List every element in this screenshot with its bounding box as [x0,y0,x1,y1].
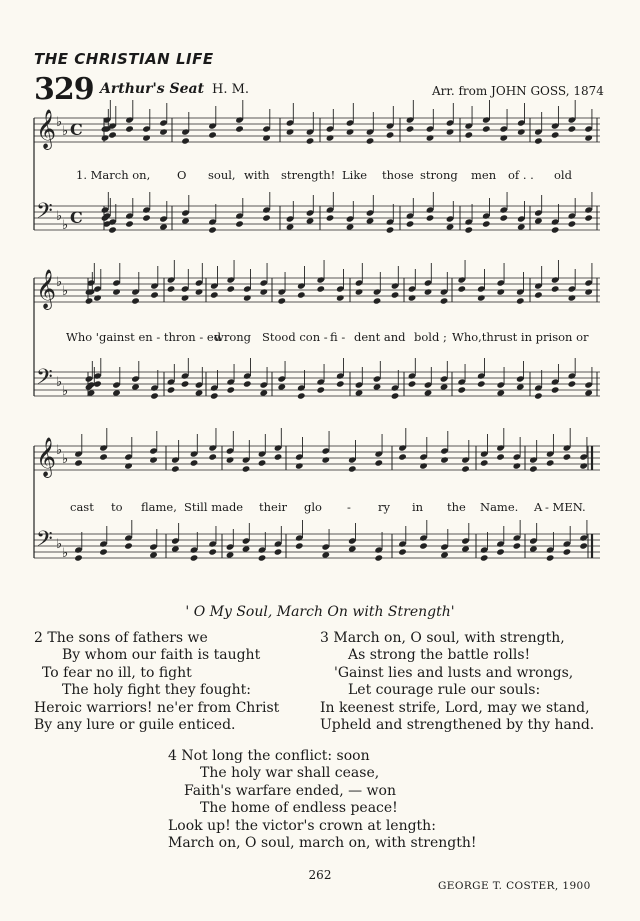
notehead [480,554,489,561]
lyric-syllable: bold ; [414,330,447,344]
notehead [496,548,505,555]
notehead [408,380,417,387]
lyric-syllable: Who 'gainst en - thron - ed [66,330,222,344]
notehead [480,459,489,466]
notehead [242,465,251,472]
notehead [181,380,190,387]
notehead [326,134,335,141]
section-title: THE CHRISTIAN LIFE [34,50,214,68]
notehead [274,453,283,460]
notehead [374,554,383,561]
flat-sign: ♭ [56,115,63,130]
lyric-syllable: - [347,500,351,514]
notehead [346,128,355,135]
lyric-syllable: Like [342,168,368,182]
flat-sign: ♭ [62,218,69,233]
notehead [426,134,435,141]
notehead [112,389,121,396]
notehead [386,226,395,233]
lyric-syllable: O [177,168,187,182]
notehead [243,380,252,387]
notehead [124,542,133,549]
lyric-syllable: dent and [354,330,406,344]
notehead [277,297,286,304]
notehead [568,380,577,387]
notehead [131,383,140,390]
notehead [513,542,522,549]
notehead [516,383,525,390]
notehead [446,223,455,230]
lyric-syllable: Still made [184,500,244,514]
notehead [226,386,235,393]
notehead [262,214,271,221]
hymn-number: 329 [34,72,94,107]
notehead [306,137,315,144]
notehead [159,223,168,230]
flat-sign: ♭ [62,546,69,561]
notehead [210,392,219,399]
stanza-line: The holy fight they fought: [62,682,251,699]
stanza-line: Let courage rule our souls: [348,682,541,699]
notehead [208,131,217,138]
notehead [259,389,268,396]
notehead [286,223,295,230]
notehead [551,226,560,233]
lyric-syllable: 1. March on, [76,168,151,182]
lyric-syllable: flame, [141,500,177,514]
bass-clef: 𝄢 [36,365,53,395]
notehead [195,389,204,396]
notehead [568,294,577,301]
notehead [142,214,151,221]
notehead [517,223,526,230]
page-number: 262 [308,868,332,882]
notehead [579,542,588,549]
notehead [464,131,473,138]
lyric-syllable: - MEN. [545,500,586,514]
notehead [346,223,355,230]
notehead [496,389,505,396]
notehead [243,294,252,301]
lyric-syllable: soul, [208,168,236,182]
notehead [150,392,159,399]
notehead [568,220,577,227]
stanza-line: Faith's warfare ended, — won [184,782,396,799]
notehead [85,297,94,304]
treble-clef: 𝄞 [36,109,57,149]
stanza-line: 3 March on, O soul, with strength, [320,630,565,646]
meter: H. M. [212,82,250,97]
stanza-line: Upheld and strengthened by thy hand. [320,717,595,734]
notehead [74,459,83,466]
flat-sign: ♭ [56,375,63,390]
lyric-syllable: glo [304,500,322,514]
notehead [149,551,158,558]
stanza-line: 4 Not long the conflict: soon [168,748,370,764]
notehead [208,548,217,555]
notehead [171,465,180,472]
flat-sign: ♭ [62,384,69,399]
stanza-2 [34,630,279,734]
notehead [584,288,593,295]
notehead [277,383,286,390]
notehead [108,226,117,233]
tune-name: Arthur's Seat [100,81,205,97]
lyric-syllable: strong [420,168,458,182]
notehead [171,545,180,552]
notehead [391,392,400,399]
lyric-syllable: with [244,168,270,182]
stanza-line: Look up! the victor's crown at length: [168,817,436,834]
lyric-syllable: their [259,500,288,514]
lyric-syllable: wrong [214,330,252,344]
stanza-line: The holy war shall cease, [200,765,380,782]
notehead [424,389,433,396]
notehead [167,386,176,393]
author-credit: GEORGE T. COSTER, 1900 [438,880,591,892]
notehead [546,459,555,466]
stanza-line: Heroic warriors! ne'er from Christ [34,699,280,716]
notehead [584,134,593,141]
notehead [408,294,417,301]
notehead [563,453,572,460]
flat-sign: ♭ [56,443,63,458]
bass-clef: 𝄢 [36,527,53,557]
notehead [99,548,108,555]
notehead [348,545,357,552]
notehead [112,288,121,295]
lyric-syllable: in [412,500,424,514]
notehead [440,551,449,558]
notehead [398,548,407,555]
notehead [242,545,251,552]
lyric-syllable: cast [70,500,94,514]
notehead [101,134,110,141]
notehead [321,551,330,558]
notehead [398,453,407,460]
notehead [108,131,117,138]
notehead [190,459,199,466]
lyric-syllable: ry [378,500,390,514]
notehead [125,125,134,132]
notehead [208,226,217,233]
notehead [195,288,204,295]
notehead [210,291,219,298]
notehead [93,294,102,301]
arranger-credit: Arr. from JOHN GOSS, 1874 [432,84,604,98]
time-signature: C [70,120,83,139]
hymn-subtitle: ' O My Soul, March On with Strength' [185,604,455,620]
stanza-line: The home of endless peace! [200,800,398,817]
notehead [226,551,235,558]
notehead [316,386,325,393]
notehead [366,137,375,144]
notehead [464,226,473,233]
notehead [499,134,508,141]
notehead [546,554,555,561]
stanza-line: 'Gainst lies and lusts and wrongs, [334,664,574,681]
notehead [426,214,435,221]
lyric-syllable: A [534,500,543,514]
notehead [374,459,383,466]
lyric-syllable: Name. [480,500,519,514]
notehead [584,214,593,221]
notehead [551,386,560,393]
notehead [529,545,538,552]
notehead [306,217,315,224]
stanza-line: In keenest strife, Lord, may we stand, [320,699,590,716]
notehead [496,288,505,295]
flat-sign: ♭ [62,124,69,139]
notehead [355,288,364,295]
notehead [534,137,543,144]
lyric-syllable: those [382,168,414,182]
flat-sign: ♭ [62,452,69,467]
notehead [496,453,505,460]
notehead [142,134,151,141]
treble-clef: 𝄞 [36,437,57,477]
flat-sign: ♭ [62,284,69,299]
notehead [419,542,428,549]
notehead [477,380,486,387]
notehead [373,383,382,390]
notehead [406,220,415,227]
notehead [424,288,433,295]
notehead [258,554,267,561]
stanza-line: March on, O soul, march on, with strength! [168,835,477,852]
notehead [181,137,190,144]
stanza-line: By any lure or guile enticed. [34,717,236,734]
bass-clef: 𝄢 [36,199,53,229]
notehead [150,291,159,298]
notehead [551,131,560,138]
notehead [167,285,176,292]
notehead [461,545,470,552]
notehead [295,542,304,549]
lyric-syllable: Stood con - [262,330,328,344]
notehead [499,214,508,221]
notehead [477,294,486,301]
notehead [235,125,244,132]
lyric-syllable: of . . [508,168,534,182]
notehead [440,297,449,304]
notehead [568,125,577,132]
notehead [579,462,588,469]
stanza-line: By whom our faith is taught [62,647,261,664]
notehead [482,220,491,227]
notehead [513,462,522,469]
stanza-line: 2 The sons of fathers we [34,630,208,646]
notehead [406,125,415,132]
notehead [321,456,330,463]
lyric-syllable: to [111,500,123,514]
lyric-syllable: old [554,168,572,182]
notehead [99,453,108,460]
notehead [373,297,382,304]
notehead [131,297,140,304]
time-signature: C [70,208,83,227]
notehead [258,459,267,466]
notehead [336,294,345,301]
notehead [457,386,466,393]
notehead [326,214,335,221]
notehead [295,462,304,469]
notehead [74,554,83,561]
notehead [391,291,400,298]
notehead [419,462,428,469]
notehead [316,285,325,292]
notehead [563,548,572,555]
notehead [262,134,271,141]
treble-clef: 𝄞 [36,269,57,309]
notehead [440,383,449,390]
notehead [226,285,235,292]
notehead [348,465,357,472]
notehead [551,285,560,292]
notehead [386,131,395,138]
notehead [286,128,295,135]
notehead [181,294,190,301]
notehead [190,554,199,561]
flat-sign: ♭ [56,275,63,290]
flat-sign: ♭ [56,209,63,224]
notehead [534,217,543,224]
notehead [226,456,235,463]
notehead [125,220,134,227]
lyric-syllable: the [447,500,466,514]
notehead [516,297,525,304]
stanza-line: As strong the battle rolls! [348,647,531,664]
notehead [584,389,593,396]
flat-sign: ♭ [56,537,63,552]
notehead [274,548,283,555]
notehead [336,380,345,387]
notehead [149,456,158,463]
lyric-syllable: fi - [330,330,346,344]
lyric-syllable: Who,thrust in prison or [452,330,589,344]
notehead [124,462,133,469]
notehead [159,128,168,135]
notehead [517,128,526,135]
notehead [440,456,449,463]
notehead [208,453,217,460]
notehead [534,392,543,399]
stanza-3 [320,630,594,734]
lyric-syllable: strength! [281,168,336,182]
notehead [461,465,470,472]
notehead [366,217,375,224]
notehead [235,220,244,227]
stanza-line: To fear no ill, to fight [42,664,192,681]
notehead [534,291,543,298]
notehead [355,389,364,396]
notehead [482,125,491,132]
notehead [297,392,306,399]
notehead [529,465,538,472]
notehead [297,291,306,298]
notehead [457,285,466,292]
stanza-4 [168,748,477,852]
lyric-syllable: men [471,168,497,182]
notehead [259,288,268,295]
notehead [181,217,190,224]
notehead [446,128,455,135]
